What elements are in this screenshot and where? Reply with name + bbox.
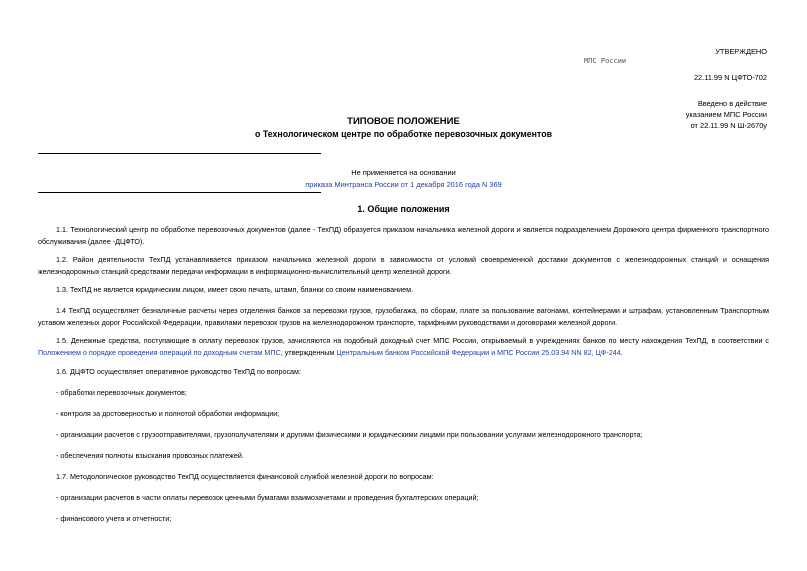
- paragraph-text: 1.4 ТехПД осуществляет безналичные расчеты через отделения банков за перевозки грузов, грузобагажа, по сборам, плате за пользование вагонами, контейнерами и штрафам, установленным Транспортным уставом железных дорог Российской Федерации, правилами перевозок грузов на железнодорожном транспорте, тарифными руководствами и договорами железной дороги.: [38, 306, 769, 327]
- list-item-text: - финансового учета и отчетности;: [56, 514, 172, 523]
- paragraph-1-2: [38, 254, 769, 278]
- divider-top: [38, 153, 321, 154]
- paragraph-text: 1.7. Методологическое руководство ТехПД осуществляется финансовой службой железной дороги по вопросам:: [56, 472, 434, 481]
- list-item: [38, 492, 769, 504]
- central-bank-link[interactable]: Центральным банком Российской Федерации и МПС России 25.03.94 NN 82, ЦФ-244: [336, 348, 621, 357]
- paragraph-1-3: [38, 284, 769, 296]
- order-reference: от 22.11.99 N Ш-2670у: [690, 121, 767, 130]
- paragraph-text: 1.1. Технологический центр по обработке перевозочных документов (далее - ТехПД) образуется приказом начальника железной дороги и является подразделением Дорожного центра фирменного транспортного обслуживания (далее -ДЦФТО).: [38, 225, 769, 246]
- paragraph-text: .: [620, 348, 623, 357]
- paragraph-text: 1.3. ТехПД не является юридическим лицом, имеет свою печать, штамп, бланки со своим наименованием.: [56, 285, 414, 294]
- divider-bottom: [38, 192, 321, 193]
- paragraph-1-4: [38, 305, 769, 329]
- paragraph-1-1: [38, 224, 769, 248]
- document-title: ТИПОВОЕ ПОЛОЖЕНИЕ: [347, 116, 460, 127]
- document-subtitle: о Технологическом центре по обработке перевозочных документов: [255, 129, 552, 139]
- list-item-text: - обеспечения полноты взыскания провозных платежей.: [56, 451, 244, 460]
- spacer: [686, 57, 767, 72]
- paragraph-text: 1.6. ДЦФТО осуществляет оперативное руководство ТехПД по вопросам:: [56, 367, 301, 376]
- list-item: [38, 387, 769, 399]
- introduced-label: Введено в действие: [697, 99, 767, 108]
- list-item-text: - организации расчетов в части оплаты перевозок ценными бумагами взаимозачетами и проведения бухгалтерских операций;: [56, 493, 479, 502]
- list-item: [38, 429, 769, 441]
- order-by-label: указанием МПС России: [685, 110, 767, 119]
- mps-watermark: МПС России: [584, 57, 627, 65]
- document-number: 22.11.99 N ЦФТО-702: [693, 73, 767, 82]
- spacer: [686, 83, 767, 98]
- list-item-text: - организации расчетов с грузоотправителями, грузополучателями и другими физическими и юридическими лицами при пользовании услугами железнодорожного транспорта;: [56, 430, 643, 439]
- list-item-text: - контроля за достоверностью и полнотой обработки информации;: [56, 409, 280, 418]
- section-heading: 1. Общие положения: [357, 204, 450, 214]
- notice-link[interactable]: приказа Минтранса России от 1 декабря 2016 года N 369: [305, 180, 502, 189]
- paragraph-text: 1.5. Денежные средства, поступающие в оплату перевозок грузов, зачисляются на подобный доходный счет МПС России, открываемый в учреждениях банков по месту нахождения ТехПД, в соответствии с: [56, 336, 769, 345]
- notice-block: [0, 167, 807, 191]
- list-item-text: - обработки перевозочных документов;: [56, 388, 187, 397]
- approved-label: УТВЕРЖДЕНО: [715, 47, 767, 56]
- regulation-link[interactable]: Положением о порядке проведения операций по доходным счетам МПС: [38, 348, 281, 357]
- paragraph-text: 1.2. Район деятельности ТехПД устанавливается приказом начальника железной дороги в зависимости от условий своевременной доставки документов с железнодорожных станций и оснащения железнодорожных станций средствами передачи информации в информационно-вычислительный центр железной дороги.: [38, 255, 769, 276]
- list-item: [38, 513, 769, 525]
- list-item: [38, 408, 769, 420]
- paragraph-text: , утвержденным: [280, 348, 337, 357]
- list-item: [38, 450, 769, 462]
- paragraph-1-6: [38, 366, 769, 378]
- paragraph-1-5: [38, 335, 769, 359]
- paragraph-1-7: [38, 471, 769, 483]
- notice-text: Не применяется на основании: [351, 168, 456, 177]
